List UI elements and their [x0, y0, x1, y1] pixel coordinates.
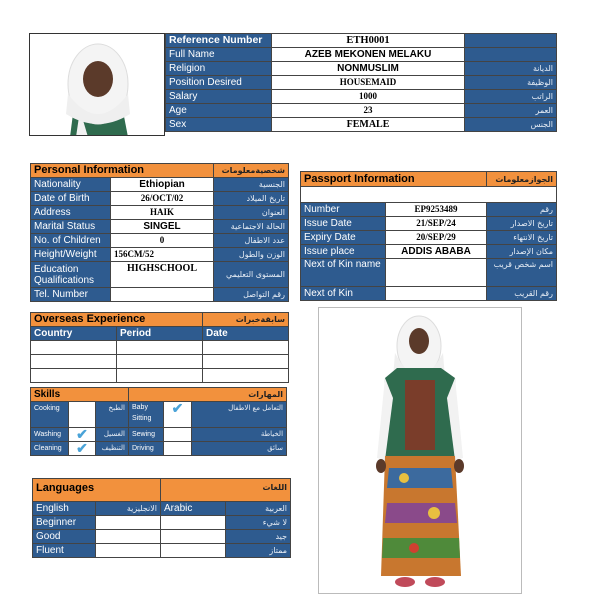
- skill-driving-check[interactable]: [164, 442, 192, 456]
- overseas-title-ar: سابقةخبرات: [203, 313, 289, 327]
- lang-level-beginner-ar: لا شيء: [226, 516, 291, 530]
- personal-label: Marital Status: [31, 220, 111, 234]
- personal-value: [111, 288, 214, 302]
- personal-row: [31, 234, 289, 248]
- overseas-row: [31, 341, 289, 355]
- overseas-cols: [31, 327, 289, 341]
- ref-ar: الديانة: [465, 62, 557, 76]
- lang-level-beginner: Beginner: [33, 516, 96, 530]
- skill-cooking-ar: الطبخ: [96, 402, 129, 428]
- portrait-photo: [29, 33, 165, 136]
- passport-ar: رقم: [487, 203, 557, 217]
- ref-row-position: [166, 76, 557, 90]
- passport-row: [301, 217, 557, 231]
- passport-label: Number: [301, 203, 386, 217]
- personal-row: [31, 262, 289, 288]
- passport-spacer: [301, 187, 557, 203]
- skill-babysitting: Baby Sitting: [129, 402, 164, 428]
- skill-washing: Washing: [31, 428, 69, 442]
- lang-level-fluent: Fluent: [33, 544, 96, 558]
- personal-row: [31, 288, 289, 302]
- personal-value: 156CM/52: [111, 248, 214, 262]
- overseas-row: [31, 369, 289, 383]
- lang-english-fluent[interactable]: [96, 544, 161, 558]
- ref-row-fullname: [166, 48, 557, 62]
- skills-title: Skills: [31, 388, 129, 402]
- passport-title-ar: الجوازمعلومات: [487, 172, 557, 187]
- kin-label: Next of Kin: [301, 287, 386, 301]
- personal-ar: الحالة الاجتماعية: [214, 220, 289, 234]
- skill-cooking-check[interactable]: [69, 402, 96, 428]
- overseas-title: Overseas Experience: [31, 313, 203, 327]
- skills-title-ar: المهارات: [129, 388, 287, 402]
- personal-ar: عدد الاطفال: [214, 234, 289, 248]
- personal-row: [31, 220, 289, 234]
- skill-babysitting-ar: التعامل مع الاطفال: [192, 402, 287, 428]
- ref-ar: الجنس: [465, 118, 557, 132]
- lang-level-row: [33, 544, 291, 558]
- overseas-header: [31, 313, 289, 327]
- ref-ar: الراتب: [465, 90, 557, 104]
- ref-value: NONMUSLIM: [272, 62, 465, 76]
- passport-row: [301, 231, 557, 245]
- passport-row: [301, 245, 557, 259]
- skill-cleaning: Cleaning: [31, 442, 69, 456]
- lang-level-row: [33, 530, 291, 544]
- languages-cols: [33, 502, 291, 516]
- lang-arabic: Arabic: [161, 502, 226, 516]
- languages-title: Languages: [33, 479, 161, 502]
- passport-ar: تاريخ الانتهاء: [487, 231, 557, 245]
- ref-value: ETH0001: [272, 34, 465, 48]
- personal-value: SINGEL: [111, 220, 214, 234]
- lang-arabic-beginner[interactable]: [161, 516, 226, 530]
- ref-label: Reference Number: [166, 34, 272, 48]
- personal-label: No. of Children: [31, 234, 111, 248]
- skill-sewing-check[interactable]: [164, 428, 192, 442]
- kin-name-label: Next of Kin name: [301, 259, 386, 287]
- ref-ar: [465, 48, 557, 62]
- lang-english-beginner[interactable]: [96, 516, 161, 530]
- personal-row: [31, 192, 289, 206]
- personal-header: [31, 164, 289, 178]
- passport-ar: مكان الإصدار: [487, 245, 557, 259]
- overseas-row: [31, 355, 289, 369]
- reference-table: [165, 33, 557, 132]
- personal-row: [31, 178, 289, 192]
- kin-name-ar: اسم شخص قريب: [487, 259, 557, 287]
- passport-row-kin: [301, 287, 557, 301]
- skill-washing-ar: الغسيل: [96, 428, 129, 442]
- lang-arabic-ar: العربية: [226, 502, 291, 516]
- passport-label: Expiry Date: [301, 231, 386, 245]
- kin-value: [386, 287, 487, 301]
- ref-value: FEMALE: [272, 118, 465, 132]
- passport-value: EP9253489: [386, 203, 487, 217]
- passport-label: Issue place: [301, 245, 386, 259]
- ref-label: Full Name: [166, 48, 272, 62]
- personal-ar: تاريخ الميلاد: [214, 192, 289, 206]
- passport-header: [301, 172, 557, 187]
- personal-ar: المستوى التعليمي: [214, 262, 289, 288]
- lang-arabic-good[interactable]: [161, 530, 226, 544]
- passport-value: ADDIS ABABA: [386, 245, 487, 259]
- ref-label: Religion: [166, 62, 272, 76]
- skills-table: [30, 387, 287, 456]
- ref-label: Sex: [166, 118, 272, 132]
- ref-ar: العمر: [465, 104, 557, 118]
- languages-table: [32, 478, 291, 558]
- passport-title: Passport Information: [301, 172, 487, 187]
- personal-title: Personal Information: [31, 164, 214, 178]
- personal-label: Height/Weight: [31, 248, 111, 262]
- overseas-col-country: Country: [31, 327, 117, 341]
- languages-title-ar: اللغات: [161, 479, 291, 502]
- personal-info-table: [30, 163, 289, 302]
- personal-label: Nationality: [31, 178, 111, 192]
- skill-cleaning-ar: التنظيف: [96, 442, 129, 456]
- personal-value: 26/OCT/02: [111, 192, 214, 206]
- skills-header: [31, 388, 287, 402]
- skill-babysitting-check-icon[interactable]: ✔: [164, 402, 192, 428]
- skill-cleaning-check-icon[interactable]: ✔: [69, 442, 96, 456]
- personal-row: [31, 248, 289, 262]
- ref-ar: [465, 34, 557, 48]
- passport-row-kin-name: [301, 259, 557, 287]
- skill-driving: Driving: [129, 442, 164, 456]
- passport-value: 20/SEP/29: [386, 231, 487, 245]
- ref-value: 1000: [272, 90, 465, 104]
- ref-ar: الوظيفة: [465, 76, 557, 90]
- lang-level-good: Good: [33, 530, 96, 544]
- ref-value: HOUSEMAID: [272, 76, 465, 90]
- skill-row: [31, 428, 287, 442]
- full-body-photo: [318, 307, 522, 594]
- skill-row: [31, 442, 287, 456]
- passport-label: Issue Date: [301, 217, 386, 231]
- skill-row: [31, 402, 287, 428]
- skill-sewing-ar: الخياطة: [192, 428, 287, 442]
- personal-ar: الوزن والطول: [214, 248, 289, 262]
- skill-driving-ar: سائق: [192, 442, 287, 456]
- ref-label: Position Desired: [166, 76, 272, 90]
- lang-level-fluent-ar: ممتاز: [226, 544, 291, 558]
- overseas-col-date: Date: [203, 327, 289, 341]
- ref-row-religion: [166, 62, 557, 76]
- passport-row: [301, 203, 557, 217]
- lang-level-row: [33, 516, 291, 530]
- lang-arabic-fluent[interactable]: [161, 544, 226, 558]
- ref-row-age: [166, 104, 557, 118]
- personal-ar: الجنسية: [214, 178, 289, 192]
- kin-name-value: [386, 259, 487, 287]
- personal-value: HIGHSCHOOL: [111, 262, 214, 288]
- overseas-col-period: Period: [117, 327, 203, 341]
- passport-ar: تاريخ الاصدار: [487, 217, 557, 231]
- ref-value: AZEB MEKONEN MELAKU: [272, 48, 465, 62]
- ref-label: Age: [166, 104, 272, 118]
- ref-label: Salary: [166, 90, 272, 104]
- ref-row-sex: [166, 118, 557, 132]
- personal-label: Education Qualifications: [31, 262, 111, 288]
- personal-value: Ethiopian: [111, 178, 214, 192]
- lang-english-good[interactable]: [96, 530, 161, 544]
- personal-label: Date of Birth: [31, 192, 111, 206]
- lang-english: English: [33, 502, 96, 516]
- ref-row-salary: [166, 90, 557, 104]
- lang-english-ar: الانجليزية: [96, 502, 161, 516]
- personal-row: [31, 206, 289, 220]
- personal-value: 0: [111, 234, 214, 248]
- passport-info-table: [300, 171, 557, 301]
- personal-ar: العنوان: [214, 206, 289, 220]
- passport-value: 21/SEP/24: [386, 217, 487, 231]
- personal-label: Address: [31, 206, 111, 220]
- personal-title-ar: شخصيةمعلومات: [214, 164, 289, 178]
- skill-sewing: Sewing: [129, 428, 164, 442]
- overseas-table: [30, 312, 289, 383]
- skill-washing-check-icon[interactable]: ✔: [69, 428, 96, 442]
- languages-header: [33, 479, 291, 502]
- lang-level-good-ar: جيد: [226, 530, 291, 544]
- kin-ar: رقم القريب: [487, 287, 557, 301]
- ref-row-reference: [166, 34, 557, 48]
- skill-cooking: Cooking: [31, 402, 69, 428]
- ref-value: 23: [272, 104, 465, 118]
- personal-label: Tel. Number: [31, 288, 111, 302]
- personal-value: HAIK: [111, 206, 214, 220]
- personal-ar: رقم التواصل: [214, 288, 289, 302]
